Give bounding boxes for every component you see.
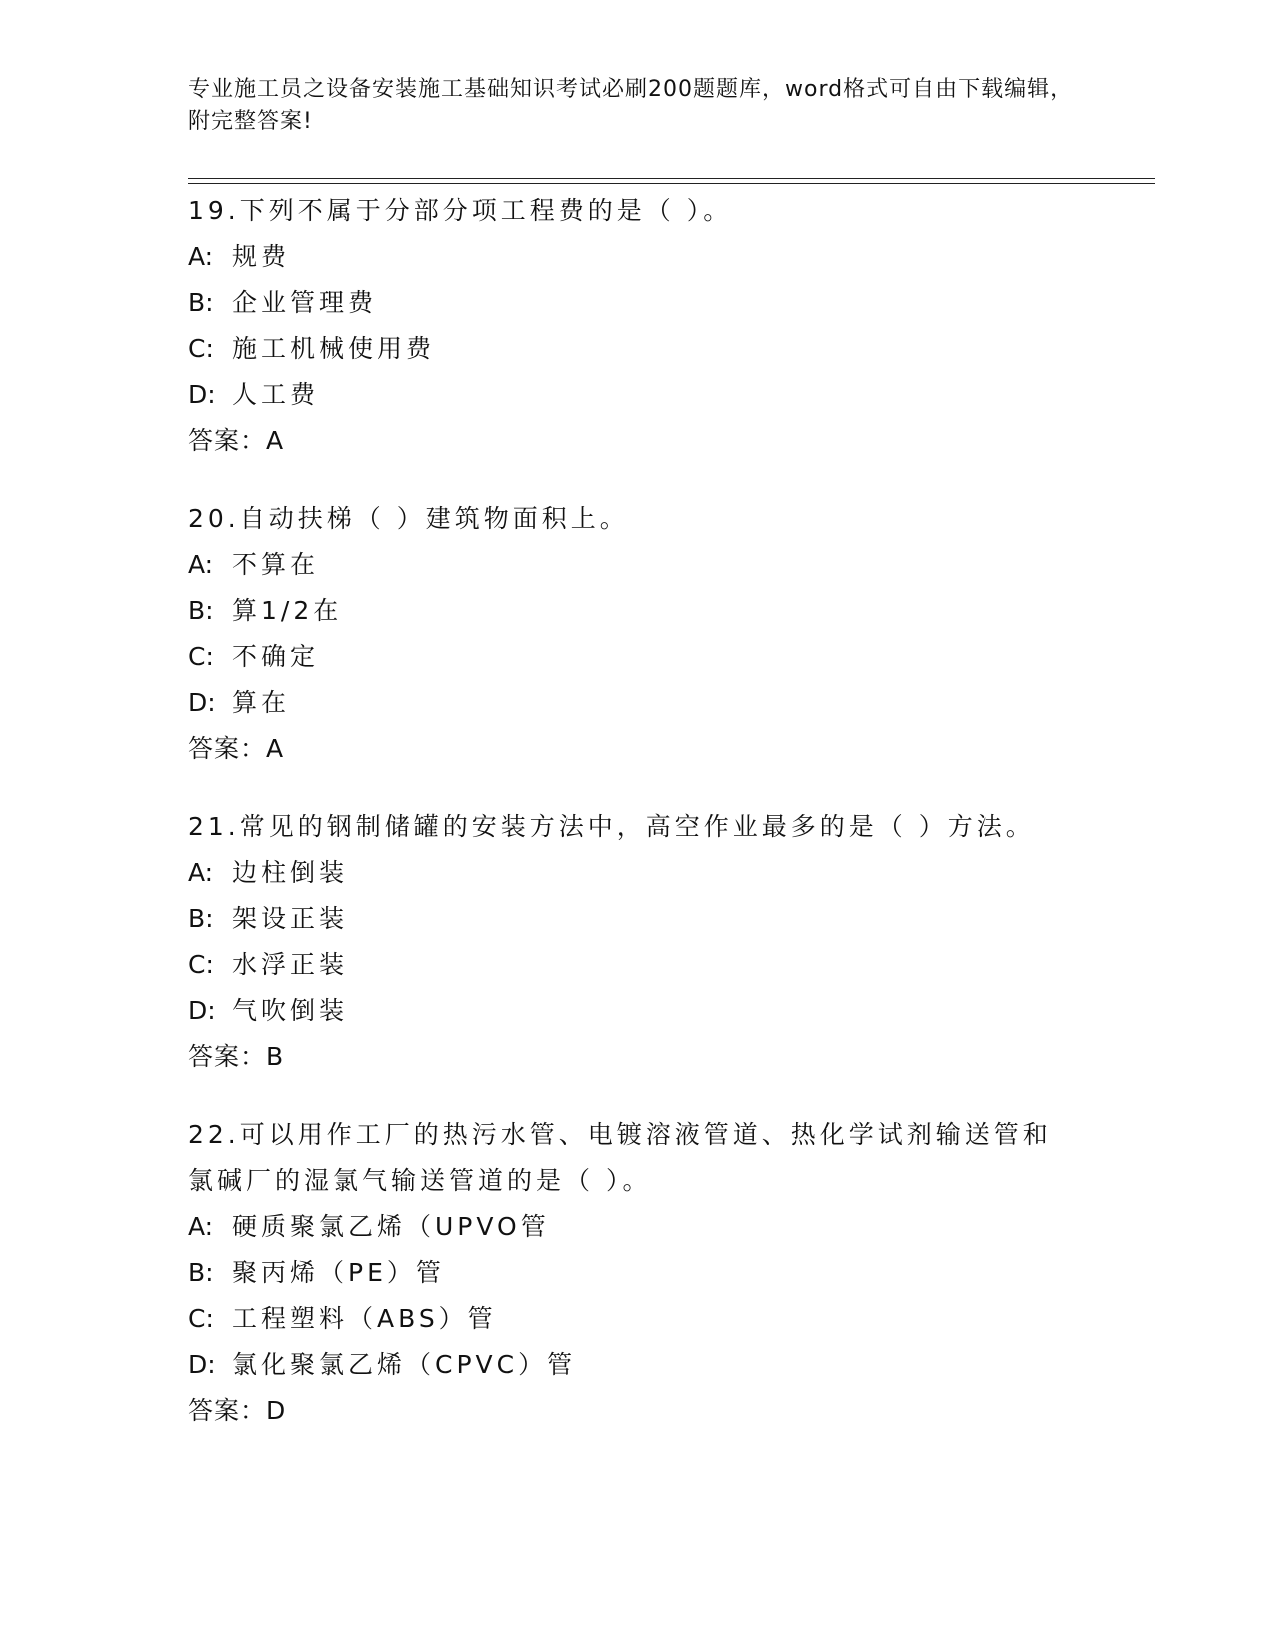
option-text: 氯化聚氯乙烯（CPVC）管 [232, 1350, 577, 1379]
header-divider-bottom [188, 183, 1155, 184]
option-text: 边柱倒装 [232, 858, 349, 887]
option-letter: C: [188, 334, 214, 363]
option-a [188, 1204, 1058, 1250]
option-letter: A: [188, 858, 214, 887]
option-c [188, 326, 1108, 372]
option-letter: B: [188, 596, 214, 625]
option-letter: B: [188, 904, 214, 933]
option-b [188, 1250, 1058, 1296]
option-text: 气吹倒装 [232, 996, 349, 1025]
option-letter: B: [188, 288, 214, 317]
question-20 [188, 496, 1108, 772]
option-d [188, 1342, 1058, 1388]
option-text: 不算在 [232, 550, 320, 579]
option-d [188, 680, 1108, 726]
document-header: 专业施工员之设备安装施工基础知识考试必刷200题题库，word格式可自由下载编辑，附完整答案! [188, 77, 1074, 134]
option-letter: D: [188, 380, 216, 409]
option-text: 聚丙烯（PE）管 [232, 1258, 445, 1287]
answer-line: 答案：B [188, 1042, 285, 1071]
question-22 [188, 1112, 1058, 1434]
option-text: 水浮正装 [232, 950, 349, 979]
header-divider-top [188, 178, 1155, 179]
question-19 [188, 188, 1108, 464]
option-text: 架设正装 [232, 904, 349, 933]
option-text: 不确定 [232, 642, 320, 671]
option-a [188, 234, 1108, 280]
option-a [188, 850, 1108, 896]
question-stem: 21.常见的钢制储罐的安装方法中，高空作业最多的是（ ）方法。 [188, 812, 1035, 841]
question-stem: 19.下列不属于分部分项工程费的是（ ）。 [188, 196, 733, 225]
option-text: 工程塑料（ABS）管 [232, 1304, 497, 1333]
question-stem: 20.自动扶梯（ ）建筑物面积上。 [188, 504, 629, 533]
option-letter: C: [188, 950, 214, 979]
option-text: 硬质聚氯乙烯（UPVO管 [232, 1212, 550, 1241]
option-d [188, 372, 1108, 418]
option-text: 施工机械使用费 [232, 334, 436, 363]
option-b [188, 896, 1108, 942]
option-letter: C: [188, 642, 214, 671]
option-letter: A: [188, 1212, 214, 1241]
option-letter: D: [188, 688, 216, 717]
option-letter: C: [188, 1304, 214, 1333]
answer-line: 答案：D [188, 1396, 287, 1425]
option-b [188, 280, 1108, 326]
option-letter: A: [188, 242, 214, 271]
option-b [188, 588, 1108, 634]
option-text: 规费 [232, 242, 291, 271]
option-text: 算在 [232, 688, 291, 717]
option-letter: D: [188, 996, 216, 1025]
question-21 [188, 804, 1108, 1080]
option-text: 人工费 [232, 380, 320, 409]
option-letter: A: [188, 550, 214, 579]
question-stem: 22.可以用作工厂的热污水管、电镀溶液管道、热化学试剂输送管和氯碱厂的湿氯气输送管道的是（ ）。 [188, 1120, 1052, 1195]
answer-line: 答案：A [188, 426, 285, 455]
answer-line: 答案：A [188, 734, 285, 763]
option-text: 算1/2在 [232, 596, 343, 625]
option-letter: D: [188, 1350, 216, 1379]
option-a [188, 542, 1108, 588]
option-c [188, 1296, 1058, 1342]
option-d [188, 988, 1108, 1034]
option-c [188, 942, 1108, 988]
option-letter: B: [188, 1258, 214, 1287]
option-text: 企业管理费 [232, 288, 378, 317]
option-c [188, 634, 1108, 680]
